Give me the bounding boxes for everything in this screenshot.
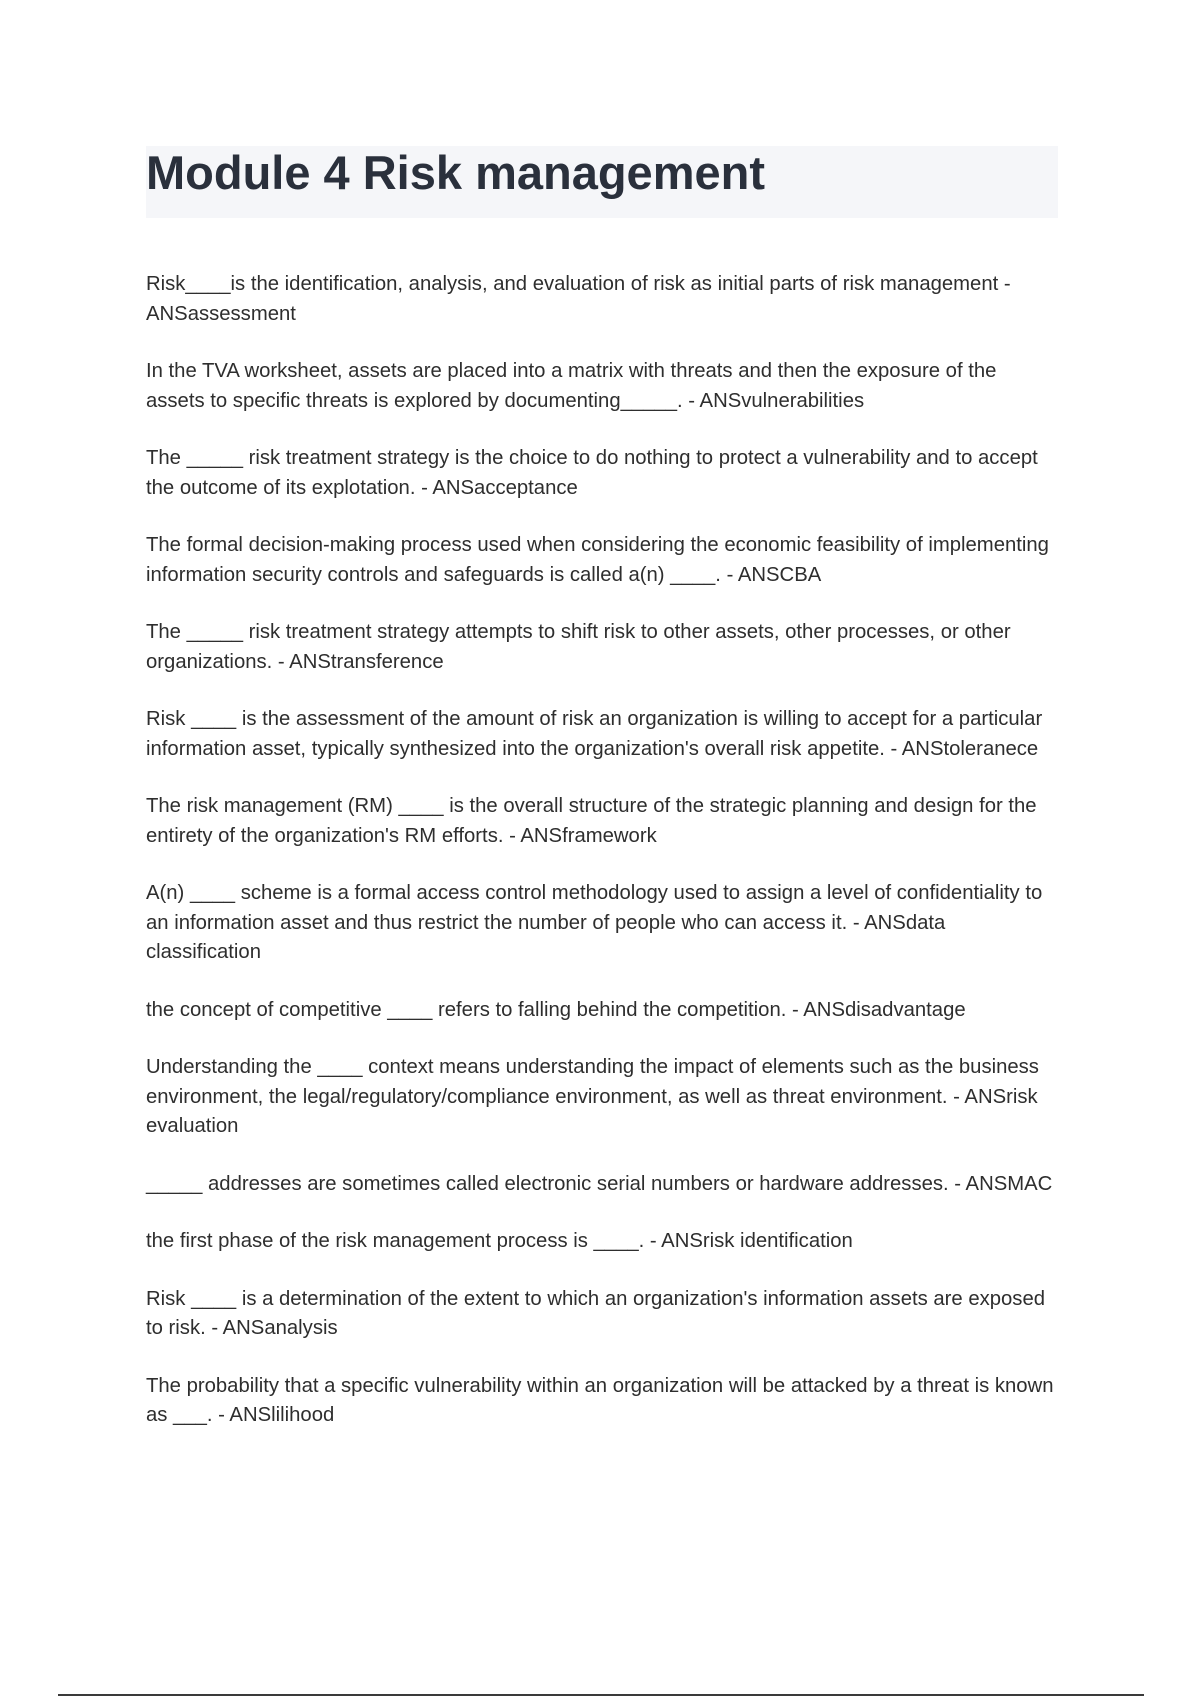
qa-list [146,270,1058,1459]
qa-item: the first phase of the risk management process is ____. - ANSrisk identification [146,1230,853,1252]
qa-item: the concept of competitive ____ refers to falling behind the competition. - ANSdisadvantage [146,998,966,1021]
qa-item: In the TVA worksheet, assets are placed into a matrix with threats and then the exposure of the assets to specific threats is explored by documenting_____. - ANSvulnerabilities [146,360,997,412]
qa-item: The probability that a specific vulnerability within an organization will be attacked by a threat is known as ___. - ANSlilihood [146,1374,1054,1426]
qa-item: Risk____is the identification, analysis, and evaluation of risk as initial parts of risk management - ANSassessment [146,273,1011,325]
qa-item: A(n) ____ scheme is a formal access control methodology used to assign a level of confidentiality to an information asset and thus restrict the number of people who can access it. - ANSdata classification [146,882,1043,963]
qa-item: Risk ____ is a determination of the extent to which an organization's information assets are exposed to risk. - ANSanalysis [146,1287,1046,1339]
page-title: Module 4 Risk management [146,146,765,199]
qa-item: The risk management (RM) ____ is the overall structure of the strategic planning and design for the entirety of the organization's RM efforts. - ANSframework [146,795,1037,847]
qa-item: Risk ____ is the assessment of the amount of risk an organization is willing to accept for a particular information asset, typically synthesized into the organization's overall risk appetite. - ANStoleranece [146,708,1043,760]
qa-item: Understanding the ____ context means understanding the impact of elements such as the business environment, the legal/regulatory/compliance environment, as well as threat environment. - ANSrisk evaluation [146,1056,1039,1137]
qa-item: The _____ risk treatment strategy is the choice to do nothing to protect a vulnerability and to accept the outcome of its explotation. - ANSacceptance [146,447,1038,499]
qa-item: The _____ risk treatment strategy attempts to shift risk to other assets, other processes, or other organizations. - ANStransference [146,621,1011,673]
qa-item: _____ addresses are sometimes called electronic serial numbers or hardware addresses. - ANSMAC [146,1172,1053,1195]
qa-item: The formal decision-making process used when considering the economic feasibility of implementing information security controls and safeguards is called a(n) ____. - ANSCBA [146,534,1049,586]
footer-rule [58,1694,1144,1696]
